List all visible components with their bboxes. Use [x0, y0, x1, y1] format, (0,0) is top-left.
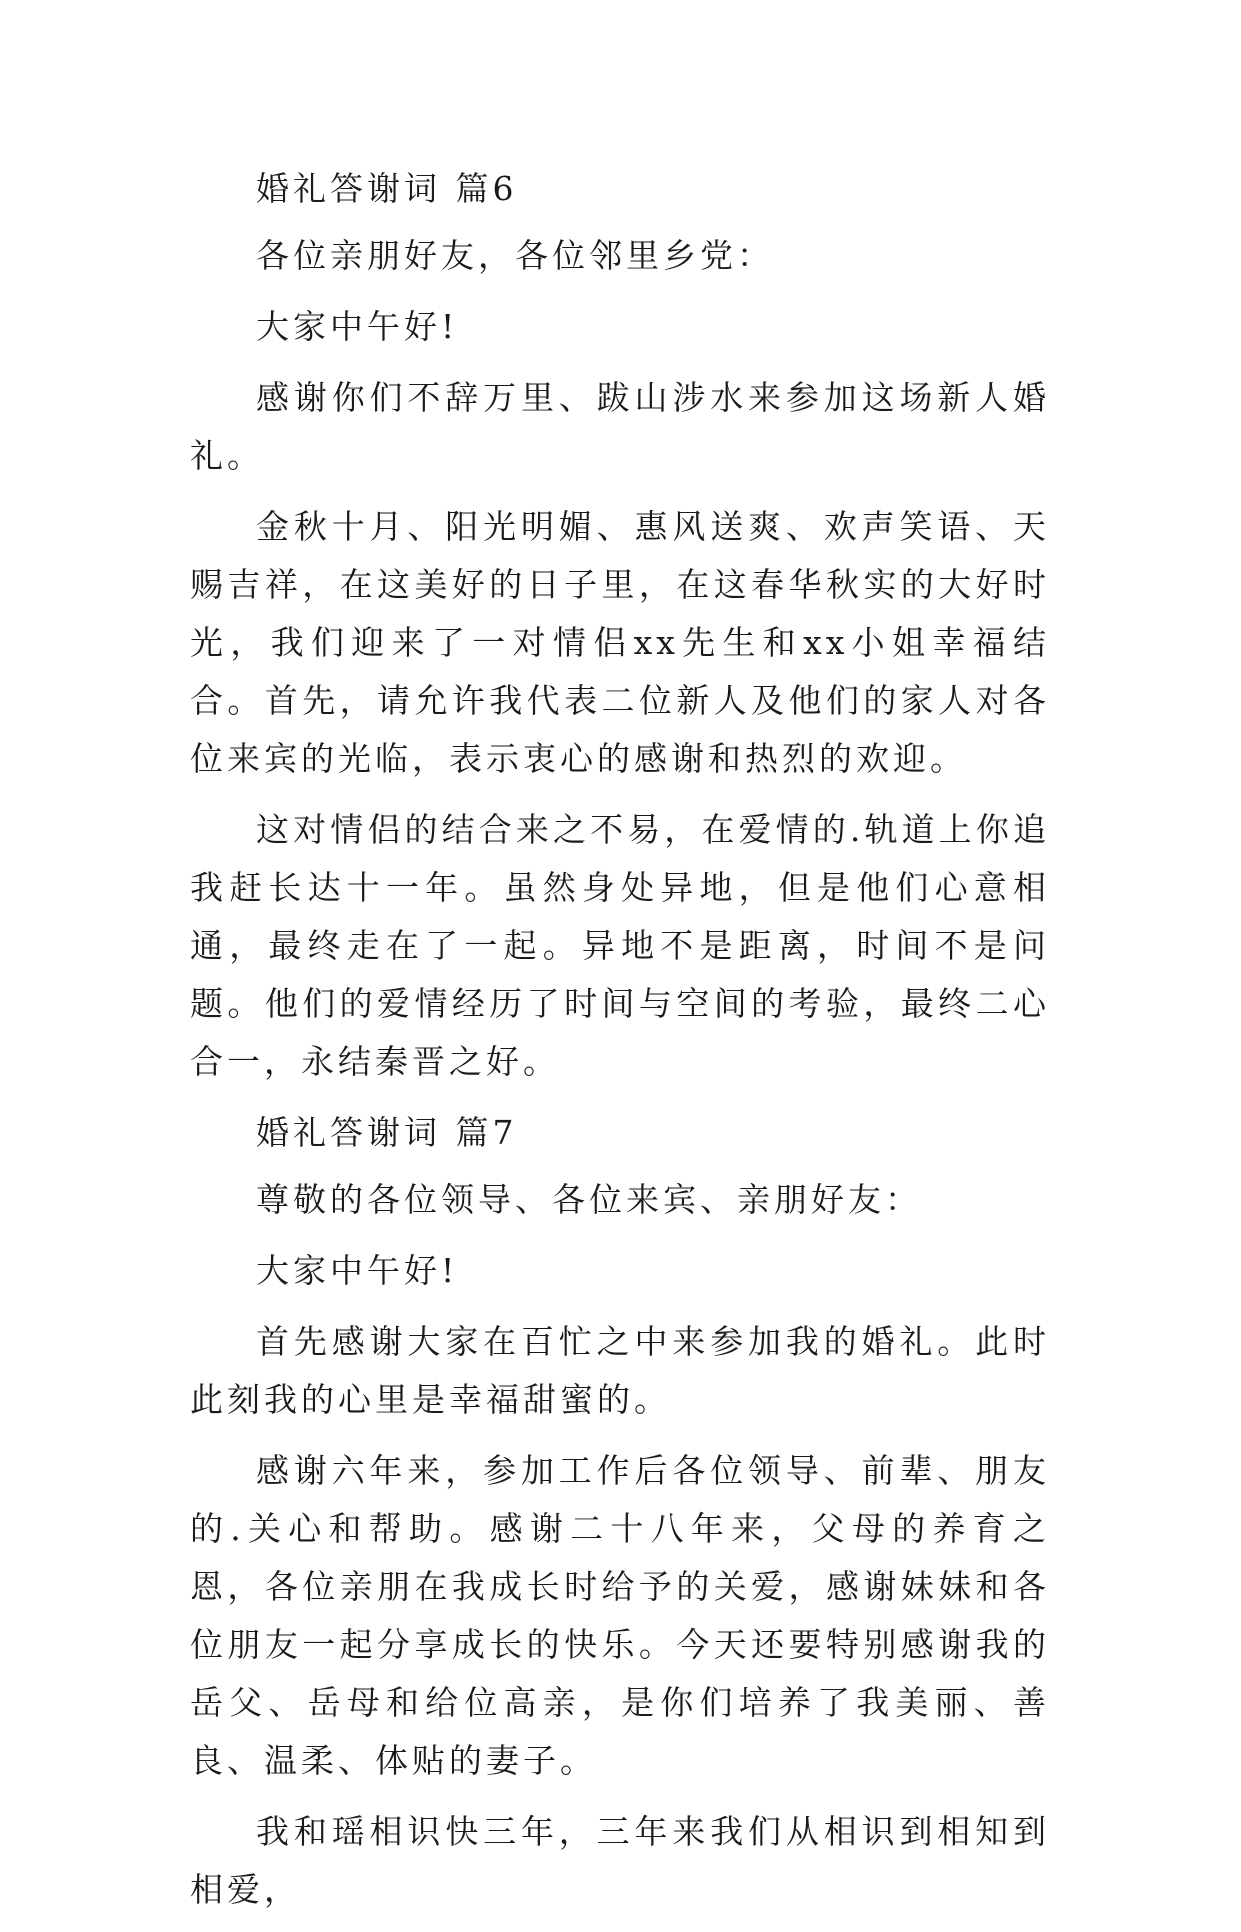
greeting-paragraph: 大家中午好!	[256, 1251, 459, 1290]
body-paragraph: 感谢你们不辞万里、跋山涉水来参加这场新人婚礼。	[190, 378, 1050, 475]
salutation-paragraph: 尊敬的各位领导、各位来宾、亲朋好友：	[256, 1180, 922, 1219]
body-paragraph: 金秋十月、阳光明媚、惠风送爽、欢声笑语、天赐吉祥，在这美好的日子里，在这春华秋实的大好时光，我们迎来了一对情侣xx先生和xx小姐幸福结合。首先，请允许我代表二位新人及他们的家人对各位来宾的光临，表示衷心的感谢和热烈的欢迎。	[190, 507, 1050, 778]
section-heading-7: 婚礼答谢词 篇7	[256, 1113, 518, 1152]
body-paragraph: 这对情侣的结合来之不易，在爱情的.轨道上你追我赶长达十一年。虽然身处异地，但是他们心意相通，最终走在了一起。异地不是距离，时间不是问题。他们的爱情经历了时间与空间的考验，最终二心合一，永结秦晋之好。	[190, 810, 1050, 1081]
body-paragraph: 感谢六年来，参加工作后各位领导、前辈、朋友的.关心和帮助。感谢二十八年来，父母的养育之恩，各位亲朋在我成长时给予的关爱，感谢妹妹和各位朋友一起分享成长的快乐。今天还要特别感谢我的岳父、岳母和给位高亲，是你们培养了我美丽、善良、温柔、体贴的妻子。	[190, 1451, 1050, 1780]
body-paragraph: 首先感谢大家在百忙之中来参加我的婚礼。此时此刻我的心里是幸福甜蜜的。	[190, 1322, 1050, 1419]
section-heading-6: 婚礼答谢词 篇6	[256, 169, 518, 208]
body-paragraph: 我和瑶相识快三年，三年来我们从相识到相知到相爱，	[190, 1812, 1050, 1909]
document-body	[190, 160, 1050, 1932]
greeting-paragraph: 大家中午好!	[256, 307, 459, 346]
salutation-paragraph: 各位亲朋好友，各位邻里乡党：	[256, 236, 774, 275]
